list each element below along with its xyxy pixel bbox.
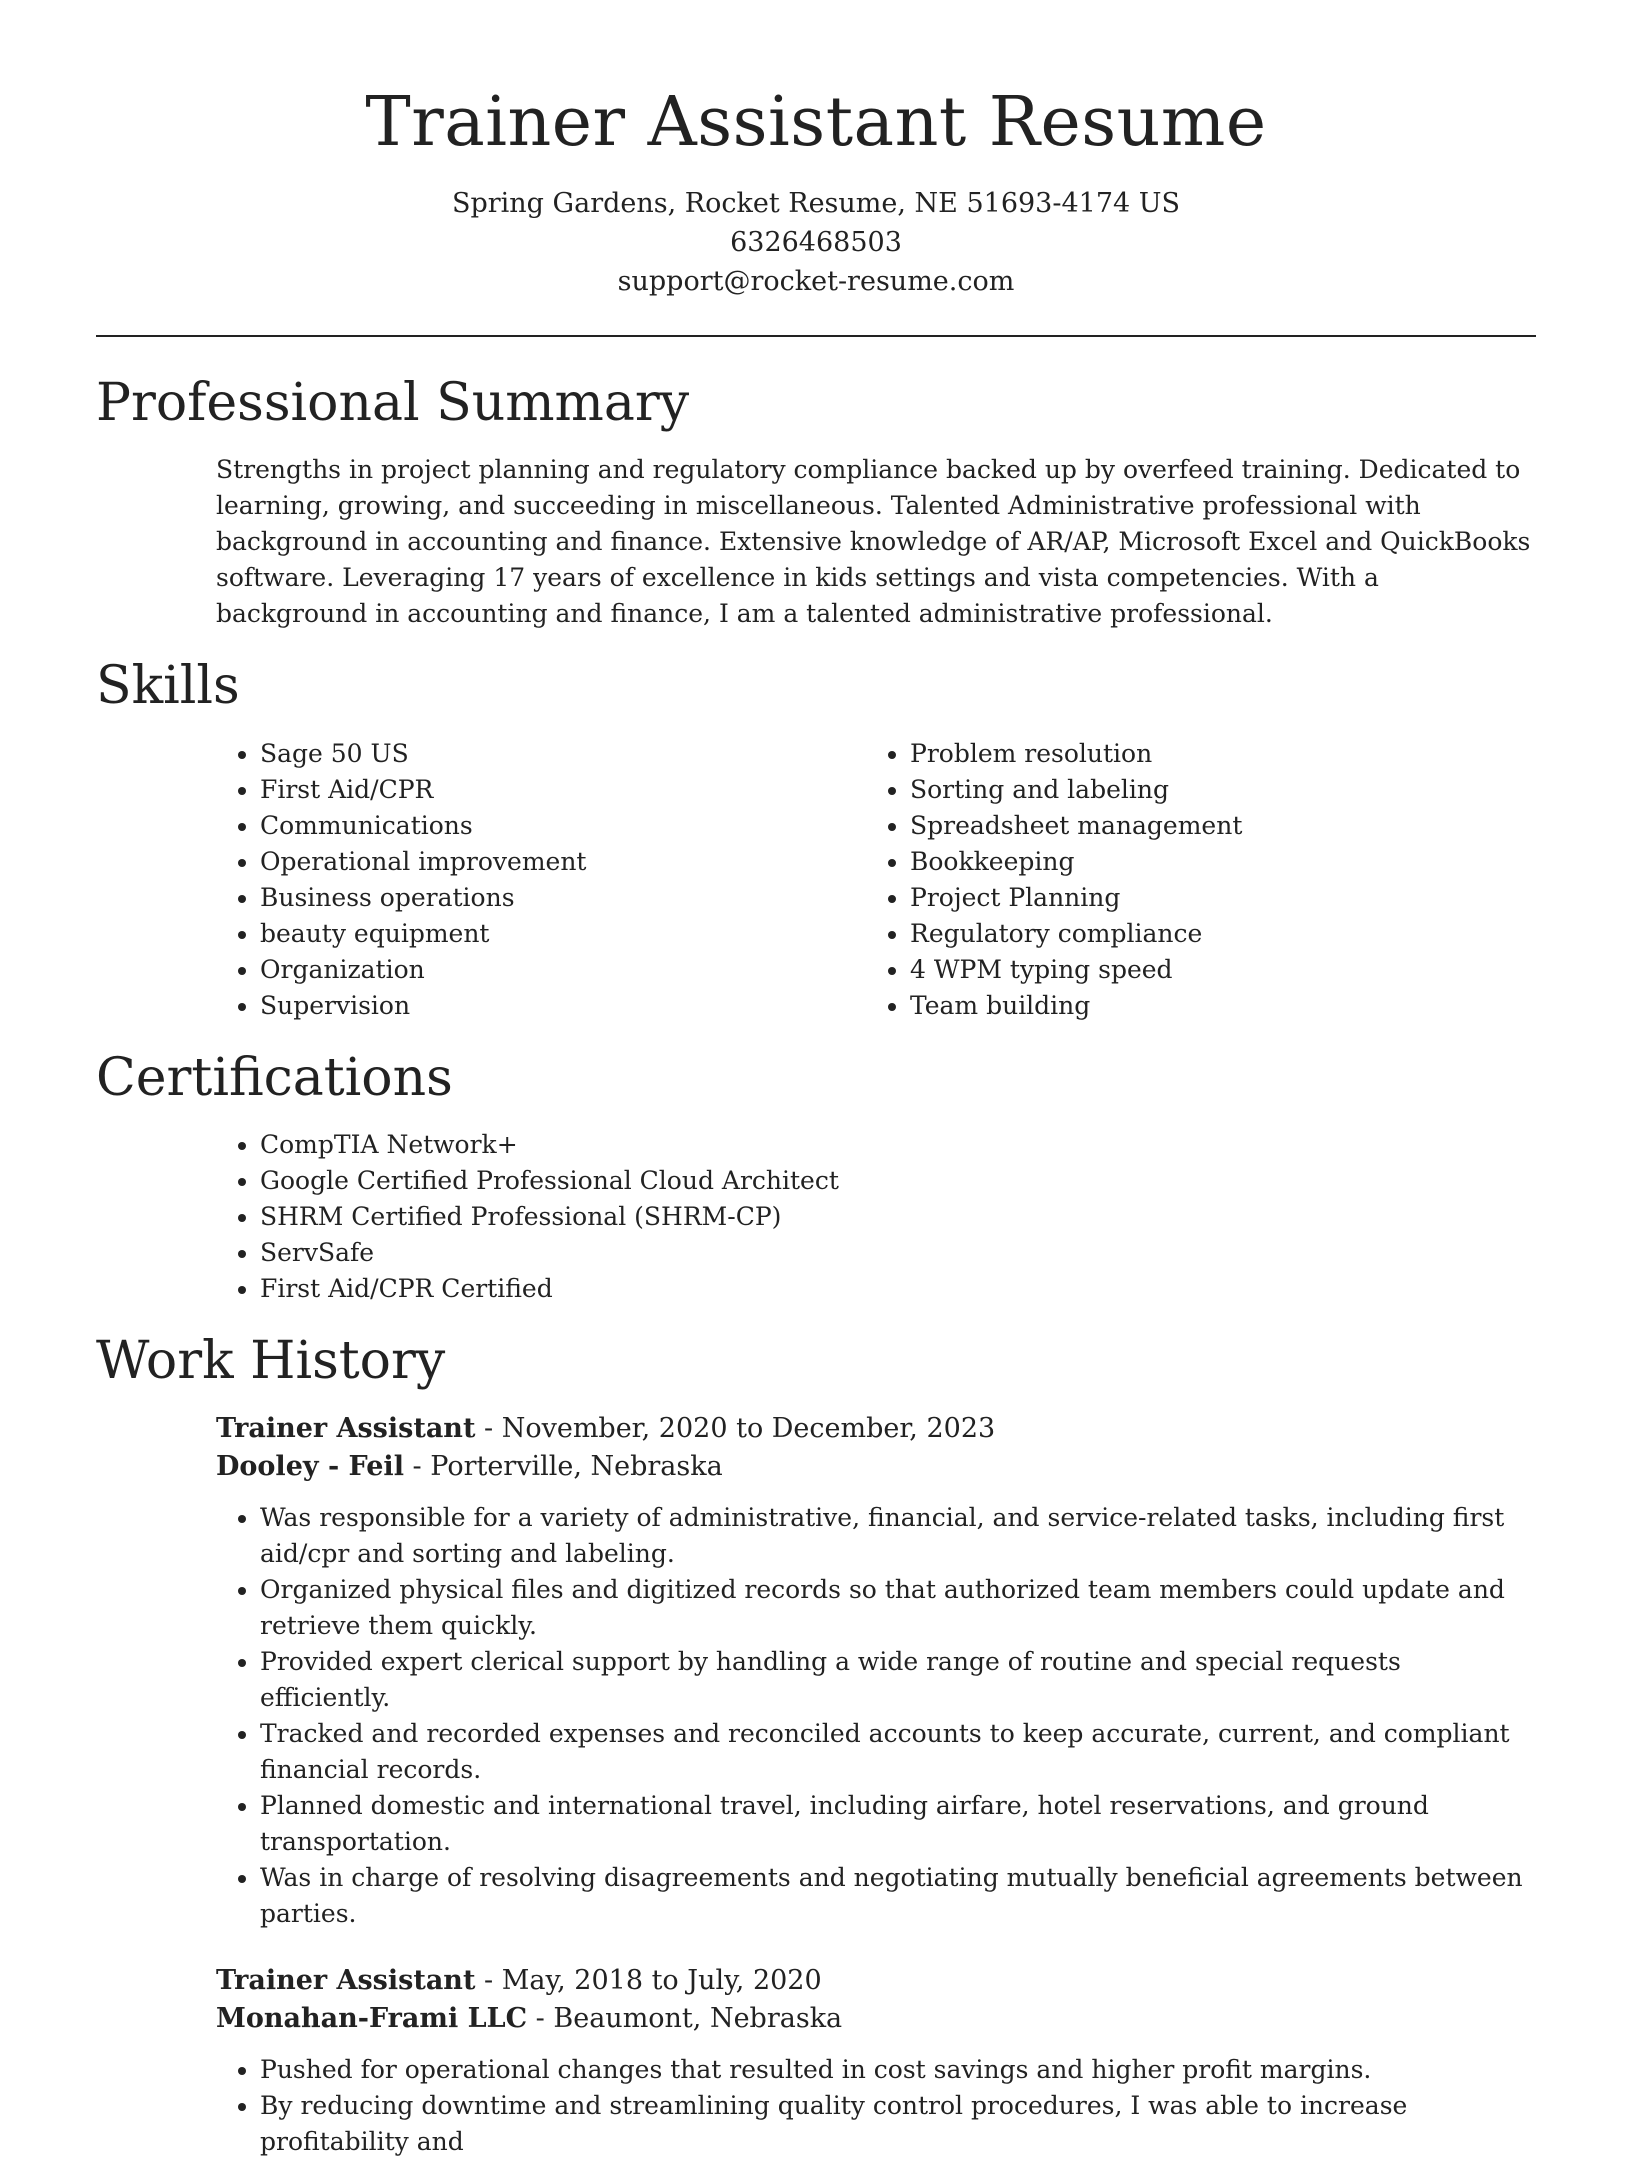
skill-item: • Operational improvement: [260, 844, 866, 880]
job-dates: - May, 2018 to July, 2020: [475, 1964, 822, 1996]
skill-item: • Business operations: [260, 880, 866, 916]
summary-section: [96, 375, 1536, 632]
phone-number: 6326468503: [730, 227, 902, 259]
job-company: Monahan-Frami LLC: [216, 2002, 528, 2034]
resume-header: [96, 0, 1536, 301]
job-location: - Beaumont, Nebraska: [527, 2002, 843, 2034]
job-bullet: • Tracked and recorded expenses and reconciled accounts to keep accurate, current, and compliant financial records.: [260, 1716, 1536, 1788]
skill-item: • Spreadsheet management: [910, 808, 1516, 844]
skill-item: • Sorting and labeling: [910, 772, 1516, 808]
skill-item: • Project Planning: [910, 880, 1516, 916]
skill-item: • First Aid/CPR: [260, 772, 866, 808]
skill-item: • 4 WPM typing speed: [910, 952, 1516, 988]
job-bullet: • Pushed for operational changes that resulted in cost savings and higher profit margins.: [260, 2052, 1536, 2088]
job-title-line: [216, 1962, 1536, 2000]
skills-column-left: [216, 736, 866, 1024]
skill-item: • Sage 50 US: [260, 736, 866, 772]
job-bullet: • By reducing downtime and streamlining quality control procedures, I was able to increase profitability and: [260, 2088, 1536, 2160]
summary-heading: Professional Summary: [96, 373, 690, 434]
job-location: - Porterville, Nebraska: [403, 1450, 723, 1482]
job-dates: - November, 2020 to December, 2023: [475, 1412, 996, 1444]
job-entry: [216, 1962, 1536, 2160]
certification-item: • SHRM Certified Professional (SHRM-CP): [260, 1199, 1536, 1235]
certifications-heading: Certifications: [96, 1047, 453, 1108]
skills-column-right: [866, 736, 1516, 1024]
certification-item: • First Aid/CPR Certified: [260, 1271, 1536, 1307]
job-bullet: • Organized physical files and digitized records so that authorized team members could update and retrieve them quickly.: [260, 1572, 1536, 1644]
certification-item: • Google Certified Professional Cloud Architect: [260, 1163, 1536, 1199]
header-divider: [96, 335, 1536, 337]
job-company-line: [216, 1448, 1536, 1486]
skill-item: • Problem resolution: [910, 736, 1516, 772]
certifications-section: [96, 1047, 1536, 1307]
job-bullet: • Planned domestic and international travel, including airfare, hotel reservations, and ground transportation.: [260, 1788, 1536, 1860]
skill-item: • beauty equipment: [260, 916, 866, 952]
job-bullet: • Was in charge of resolving disagreements and negotiating mutually beneficial agreements between parties.: [260, 1860, 1536, 1932]
skill-item: • Bookkeeping: [910, 844, 1516, 880]
skill-item: • Communications: [260, 808, 866, 844]
job-bullet: • Was responsible for a variety of administrative, financial, and service-related tasks, including first aid/cpr and sorting and labeling.: [260, 1500, 1536, 1572]
job-title: Trainer Assistant: [216, 1964, 476, 1996]
job-company: Dooley - Feil: [216, 1450, 404, 1482]
job-company-line: [216, 2000, 1536, 2038]
job-bullet: • Provided expert clerical support by handling a wide range of routine and special requests efficiently.: [260, 1644, 1536, 1716]
job-title: Trainer Assistant: [216, 1412, 476, 1444]
skills-grid: [216, 736, 1536, 1024]
resume-title: Trainer Assistant Resume: [365, 83, 1267, 162]
skill-item: • Regulatory compliance: [910, 916, 1516, 952]
skill-item: • Supervision: [260, 988, 866, 1024]
certification-item: • CompTIA Network+: [260, 1127, 1536, 1163]
skill-item: • Team building: [910, 988, 1516, 1024]
work-history-heading: Work History: [96, 1330, 446, 1391]
address: Spring Gardens, Rocket Resume, NE 51693-4174 US: [451, 188, 1181, 220]
skill-item: • Organization: [260, 952, 866, 988]
skills-heading: Skills: [96, 656, 240, 717]
skills-section: [96, 658, 1536, 1023]
certification-item: • ServSafe: [260, 1235, 1536, 1271]
job-entry: [216, 1410, 1536, 1932]
email-address: support@rocket-resume.com: [617, 266, 1015, 298]
work-history-section: [96, 1330, 1536, 2160]
summary-text: Strengths in project planning and regulatory compliance backed up by overfeed training. Dedicated to learning, growing, and succeeding in miscellaneous. Talented Administrative professional with background in accounting and finance. Extensive knowledge of AR/AP, Microsoft Excel and QuickBooks software. Leveraging 17 years of excellence in kids settings and vista competencies. With a background in accounting and finance, I am a talented administrative professional.: [216, 455, 1531, 629]
job-title-line: [216, 1410, 1536, 1448]
